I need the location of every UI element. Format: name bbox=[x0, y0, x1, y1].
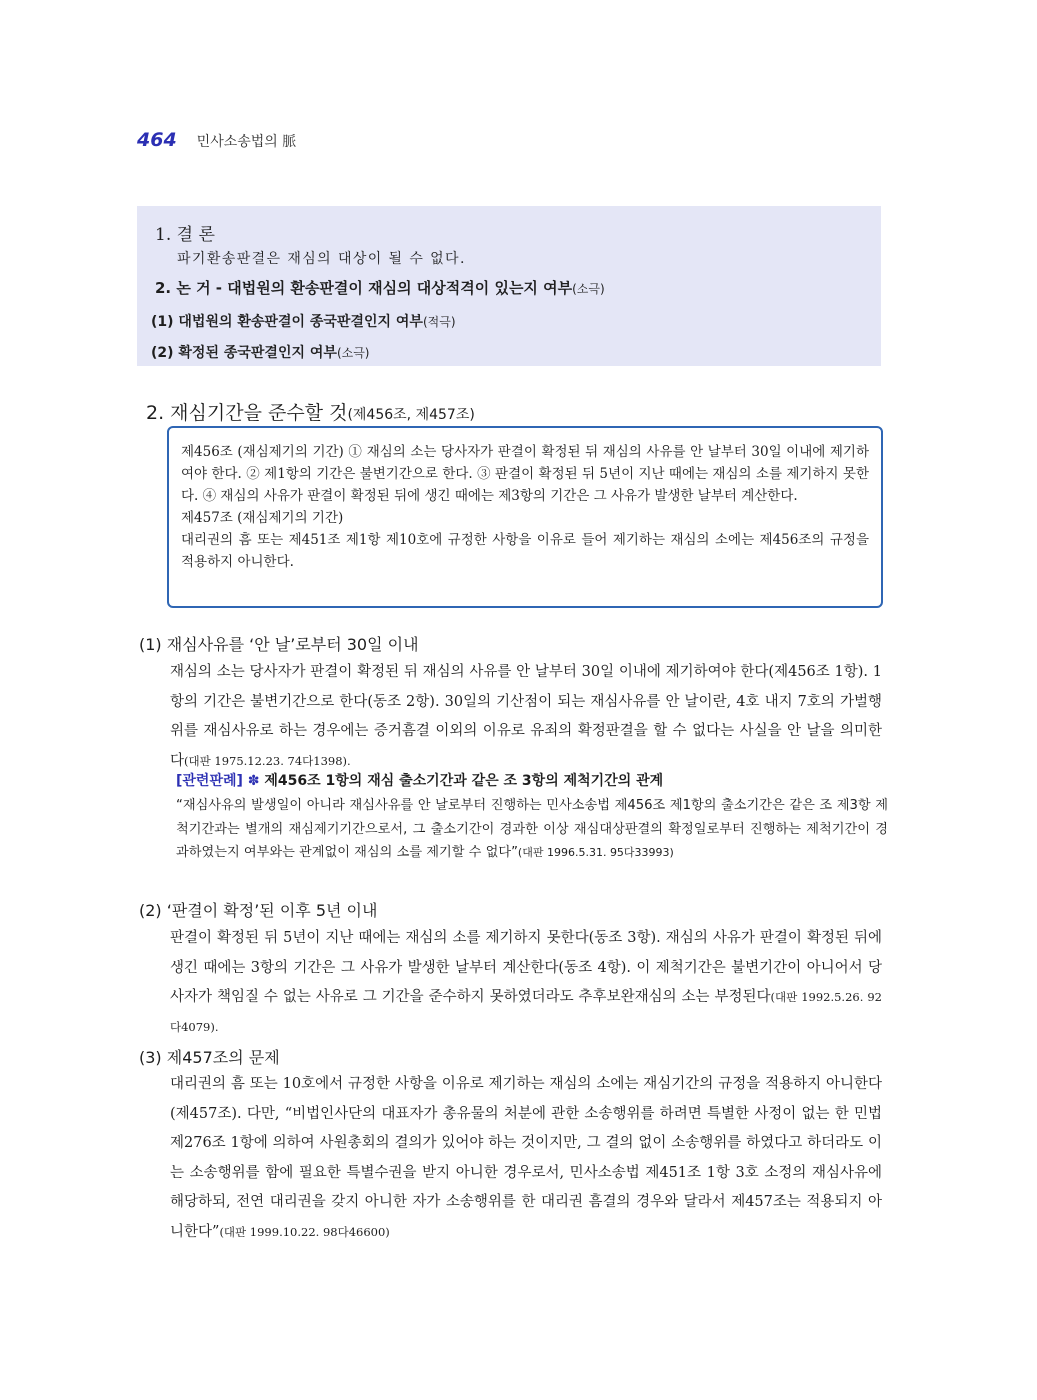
page-header bbox=[137, 129, 296, 151]
summary-conclusion-text: 파기환송판결은 재심의 대상이 될 수 없다. bbox=[177, 251, 466, 267]
subsection-2-text: 판결이 확정된 뒤 5년이 지난 때에는 재심의 소를 제기하지 못한다(동조 3항). 재심의 사유가 판결이 확정된 뒤에 생긴 때에는 3항의 기간은 그 사유가 발생한 날부터 계산한다(동조 4항). 이 제척기간은 불변기간이 아니어서 당사자가 책임질 수 없는 사유로 그 기간을 준수하지 못하였더라도 추후보완재심의 소는 부정된다(대판 1992.5.26. 92다4079). bbox=[170, 930, 882, 1034]
subsection-1-text: 재심의 소는 당사자가 판결이 확정된 뒤 재심의 사유를 안 날부터 30일 이내에 제기하여야 한다(제456조 1항). 1항의 기간은 불변기간으로 한다(동조 2항). 30일의 기산점이 되는 재심사유를 안 날이란, 4호 내지 7호의 가벌행위를 재심사유로 하는 경우에는 증거흠결 이외의 이유로 유죄의 확정판결을 할 수 없다는 사실을 안 날을 의미한다(대판 1975.12.23. 74다1398). bbox=[170, 664, 882, 769]
summary-reasoning-heading: 2. 논 거 - 대법원의 환송판결이 재심의 대상적격이 있는지 여부(소극) bbox=[155, 279, 605, 297]
statute-456-text: 제456조 (재심제기의 기간) ① 재심의 소는 당사자가 판결이 확정된 뒤 재심의 사유를 안 날부터 30일 이내에 제기하여야 한다. ② 제1항의 기간은 불변기간으로 한다. ③ 판결이 확정된 뒤 5년이 지난 때에는 재심의 소를 제기하지 못한다. ④ 재심의 사유가 판결이 확정된 뒤에 생긴 때에는 제3항의 기간은 그 사유가 발생한 날부터 계산한다. bbox=[181, 444, 869, 504]
summary-box bbox=[137, 206, 881, 366]
related-case-heading: [관련판례] ✽ 제456조 1항의 재심 출소기간과 같은 조 3항의 제척기간의 관계 bbox=[176, 773, 664, 789]
subsection-3-text: 대리권의 흠 또는 10호에서 규정한 사항을 이유로 제기하는 재심의 소에는 재심기간의 규정을 적용하지 아니한다(제457조). 다만, “비법인사단의 대표자가 총유물의 처분에 관한 소송행위를 하려면 특별한 사정이 없는 한 민법 제276조 1항에 의하여 사원총회의 결의가 있어야 하는 것이지만, 그 결의 없이 소송행위를 하였다고 하더라도 이는 소송행위를 함에 필요한 특별수권을 받지 아니한 경우로서, 민사소송법 제451조 1항 3호 소정의 재심사유에 해당하되, 전연 대리권을 갖지 아니한 자가 소송행위를 한 대리권 흠결의 경우와 달라서 제457조는 적용되지 아니한다”(대판 1999.10.22. 98다46600) bbox=[170, 1076, 882, 1240]
subsection-3-title: (3) 제457조의 문제 bbox=[139, 1048, 280, 1067]
star-icon: ✽ bbox=[247, 773, 260, 789]
statute-457-heading: 제457조 (재심제기의 기간) bbox=[181, 510, 344, 526]
subsection-1-title: (1) 재심사유를 ‘안 날’로부터 30일 이내 bbox=[139, 635, 419, 654]
subsection-2-title: (2) ‘판결이 확정’된 이후 5년 이내 bbox=[139, 901, 378, 920]
summary-conclusion-heading: 1. 결 론 bbox=[155, 225, 215, 245]
page-number: 464 bbox=[137, 129, 177, 151]
related-case-tag: [관련판례] bbox=[176, 773, 243, 789]
summary-point-2: (2) 확정된 종국판결인지 여부(소극) bbox=[151, 345, 370, 361]
related-case-text: “재심사유의 발생일이 아니라 재심사유를 안 날로부터 진행하는 민사소송법 제456조 제1항의 출소기간은 같은 조 제3항 제척기간과는 별개의 재심제기기간으로서, 그 출소기간이 경과한 이상 재심대상판결의 확정일로부터 진행하는 제척기간이 경과하였는지 여부와는 관계없이 재심의 소를 제기할 수 없다”(대판 1996.5.31. 95다33993) bbox=[176, 798, 888, 860]
book-title: 민사소송법의 脈 bbox=[196, 134, 297, 150]
section-title: 2. 재심기간을 준수할 것(제456조, 제457조) bbox=[146, 402, 475, 424]
summary-point-1: (1) 대법원의 환송판결이 종국판결인지 여부(적극) bbox=[151, 314, 456, 330]
statute-box bbox=[167, 426, 883, 608]
related-case bbox=[176, 770, 888, 865]
statute-457-text: 대리권의 흠 또는 제451조 제1항 제10호에 규정한 사항을 이유로 들어 제기하는 재심의 소에는 제456조의 규정을 적용하지 아니한다. bbox=[181, 532, 869, 570]
